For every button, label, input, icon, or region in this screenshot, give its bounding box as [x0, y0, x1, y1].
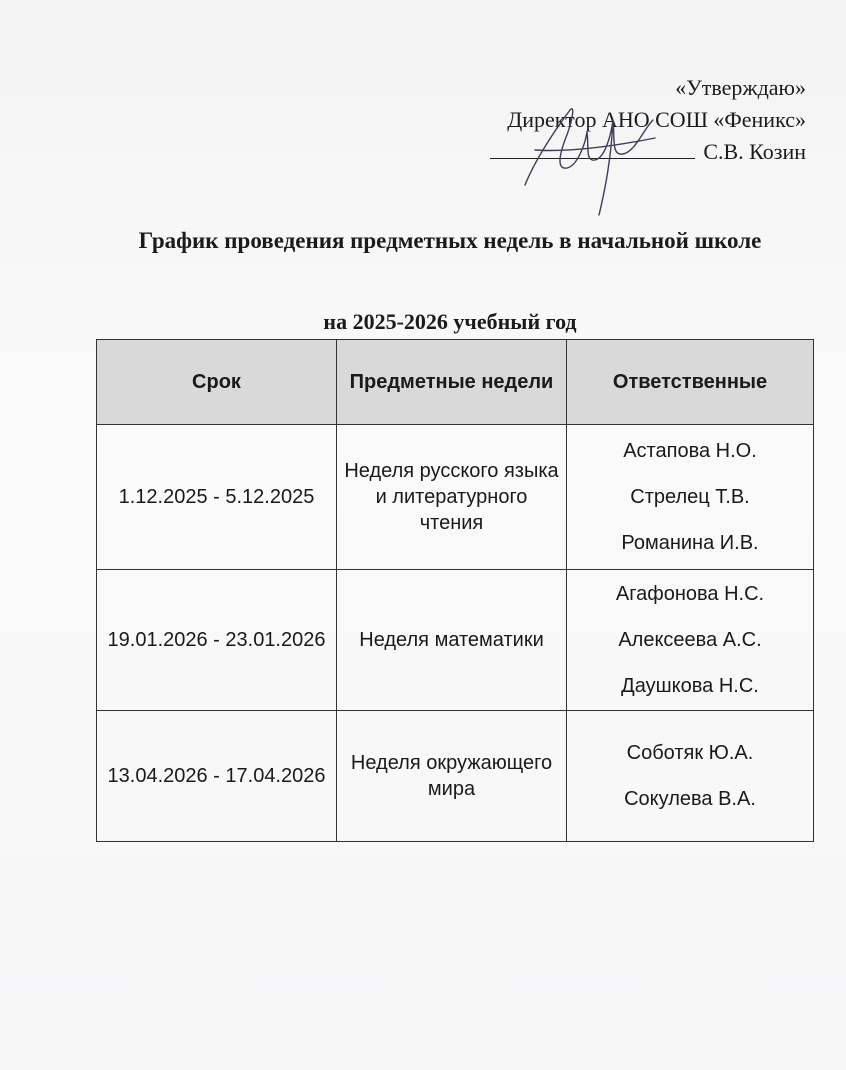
- period-cell: 1.12.2025 - 5.12.2025: [97, 425, 337, 570]
- approval-heading: «Утверждаю»: [675, 75, 806, 100]
- responsible-person: Алексеева А.С.: [618, 629, 762, 651]
- table-header-row: [97, 340, 814, 425]
- responsible-person: Соботяк Ю.А.: [626, 742, 754, 764]
- period-cell: 13.04.2026 - 17.04.2026: [97, 711, 337, 842]
- document-title: График проведения предметных недель в начальной школе: [138, 228, 762, 253]
- responsible-cell: [567, 425, 814, 570]
- handwritten-signature: [515, 90, 665, 225]
- responsible-cell: [567, 711, 814, 842]
- responsible-cell: [567, 570, 814, 711]
- table-row: [97, 570, 814, 711]
- approval-director-name: С.В. Козин: [703, 139, 806, 164]
- approval-director-title: Директор АНО СОШ «Феникс»: [507, 107, 806, 132]
- responsible-person: Агафонова Н.С.: [615, 583, 765, 605]
- document-subtitle: на 2025-2026 учебный год: [323, 309, 577, 334]
- schedule-table: [96, 339, 814, 842]
- responsible-person: Сокулева В.А.: [624, 788, 756, 810]
- table-row: [97, 711, 814, 842]
- table-row: [97, 425, 814, 570]
- week-cell: Неделя русского языка и литературного чтения: [337, 425, 567, 570]
- responsible-person: Романина И.В.: [621, 532, 759, 554]
- period-cell: 19.01.2026 - 23.01.2026: [97, 570, 337, 711]
- week-cell: Неделя окружающего мира: [337, 711, 567, 842]
- header-subject-weeks: Предметные недели: [337, 340, 567, 425]
- responsible-person: Даушкова Н.С.: [621, 675, 759, 697]
- responsible-person: Стрелец Т.В.: [630, 486, 750, 508]
- header-responsible: Ответственные: [567, 340, 814, 425]
- responsible-person: Астапова Н.О.: [623, 440, 757, 462]
- header-period: Срок: [97, 340, 337, 425]
- week-cell: Неделя математики: [337, 570, 567, 711]
